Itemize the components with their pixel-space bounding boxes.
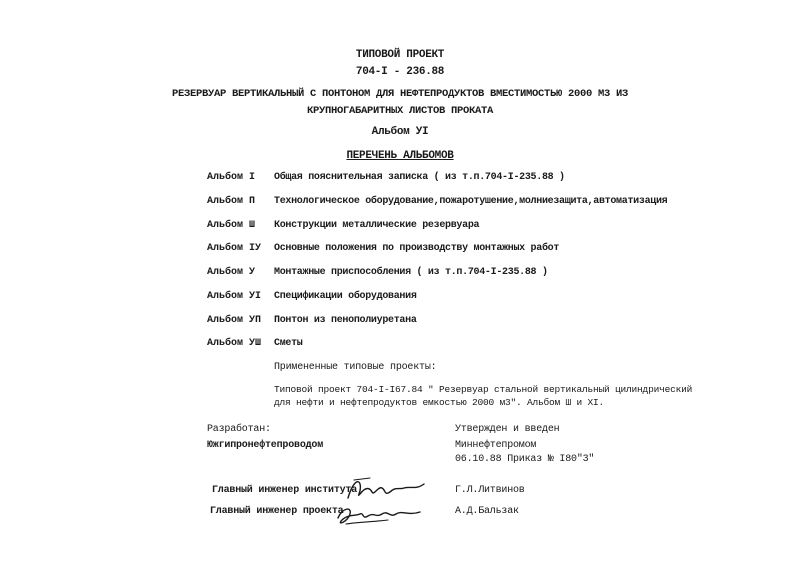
project-type: ТИПОВОЙ ПРОЕКТ xyxy=(355,49,445,61)
applied-projects-label: Примененные типовые проекты: xyxy=(274,362,437,373)
album-number: Альбом Ш xyxy=(207,220,256,231)
signature-chief-engineer-project xyxy=(328,500,428,530)
album-row xyxy=(0,243,800,257)
album-number: Альбом У xyxy=(207,267,256,278)
album-row xyxy=(0,315,800,329)
signatory-role: Главный инженер института xyxy=(212,485,358,496)
album-number: Альбом УШ xyxy=(207,338,262,349)
title-line-2: КРУПНОГАБАРИТНЫХ ЛИСТОВ ПРОКАТА xyxy=(306,105,494,117)
album-number: Альбом УI xyxy=(207,291,262,302)
project-number: 704-I - 236.88 xyxy=(355,66,445,78)
album-row xyxy=(0,291,800,305)
approved-order: 06.10.88 Приказ № I80"3" xyxy=(455,454,595,465)
signatory-name: Г.Л.Литвинов xyxy=(455,485,525,496)
album-row xyxy=(0,338,800,352)
album-label: Альбом УI xyxy=(371,126,429,138)
album-description: Монтажные приспособления ( из т.п.704-I-235.88 ) xyxy=(274,267,548,278)
album-description: Общая пояснительная записка ( из т.п.704-I-235.88 ) xyxy=(274,172,565,183)
applied-projects-line-2: для нефти и нефтепродуктов емкостью 2000 м3". Альбом Ш и XI. xyxy=(274,397,605,408)
approved-label: Утвержден и введен xyxy=(455,424,560,435)
album-number: Альбом I xyxy=(207,172,256,183)
album-description: Сметы xyxy=(274,338,303,349)
album-description: Понтон из пенополиуретана xyxy=(274,315,417,326)
signatory-name: А.Д.Бальзак xyxy=(455,506,519,517)
applied-projects-line-1: Типовой проект 704-I-I67.84 " Резервуар стальной вертикальный цилиндрический xyxy=(274,384,693,395)
album-number: Альбом П xyxy=(207,196,256,207)
album-row xyxy=(0,267,800,281)
approved-ministry: Миннефтепромом xyxy=(455,440,537,451)
developed-organization: Южгипронефтепроводом xyxy=(207,440,324,451)
album-description: Основные положения по производству монтажных работ xyxy=(274,243,560,254)
album-description: Конструкции металлические резервуара xyxy=(274,220,480,231)
title-line-1: РЕЗЕРВУАР ВЕРТИКАЛЬНЫЙ С ПОНТОНОМ ДЛЯ НЕФТЕПРОДУКТОВ ВМЕСТИМОСТЬЮ 2000 М3 ИЗ xyxy=(171,88,629,100)
album-row xyxy=(0,196,800,210)
album-row xyxy=(0,172,800,186)
album-description: Технологическое оборудование,пожаротушение,молниезащита,автоматизация xyxy=(274,196,668,207)
album-number: Альбом УП xyxy=(207,315,262,326)
album-description: Спецификации оборудования xyxy=(274,291,417,302)
signatory-role: Главный инженер проекта xyxy=(210,506,344,517)
album-number: Альбом IУ xyxy=(207,243,262,254)
albums-heading: ПЕРЕЧЕНЬ АЛЬБОМОВ xyxy=(346,150,454,162)
album-row xyxy=(0,220,800,234)
developed-label: Разработан: xyxy=(207,424,271,435)
